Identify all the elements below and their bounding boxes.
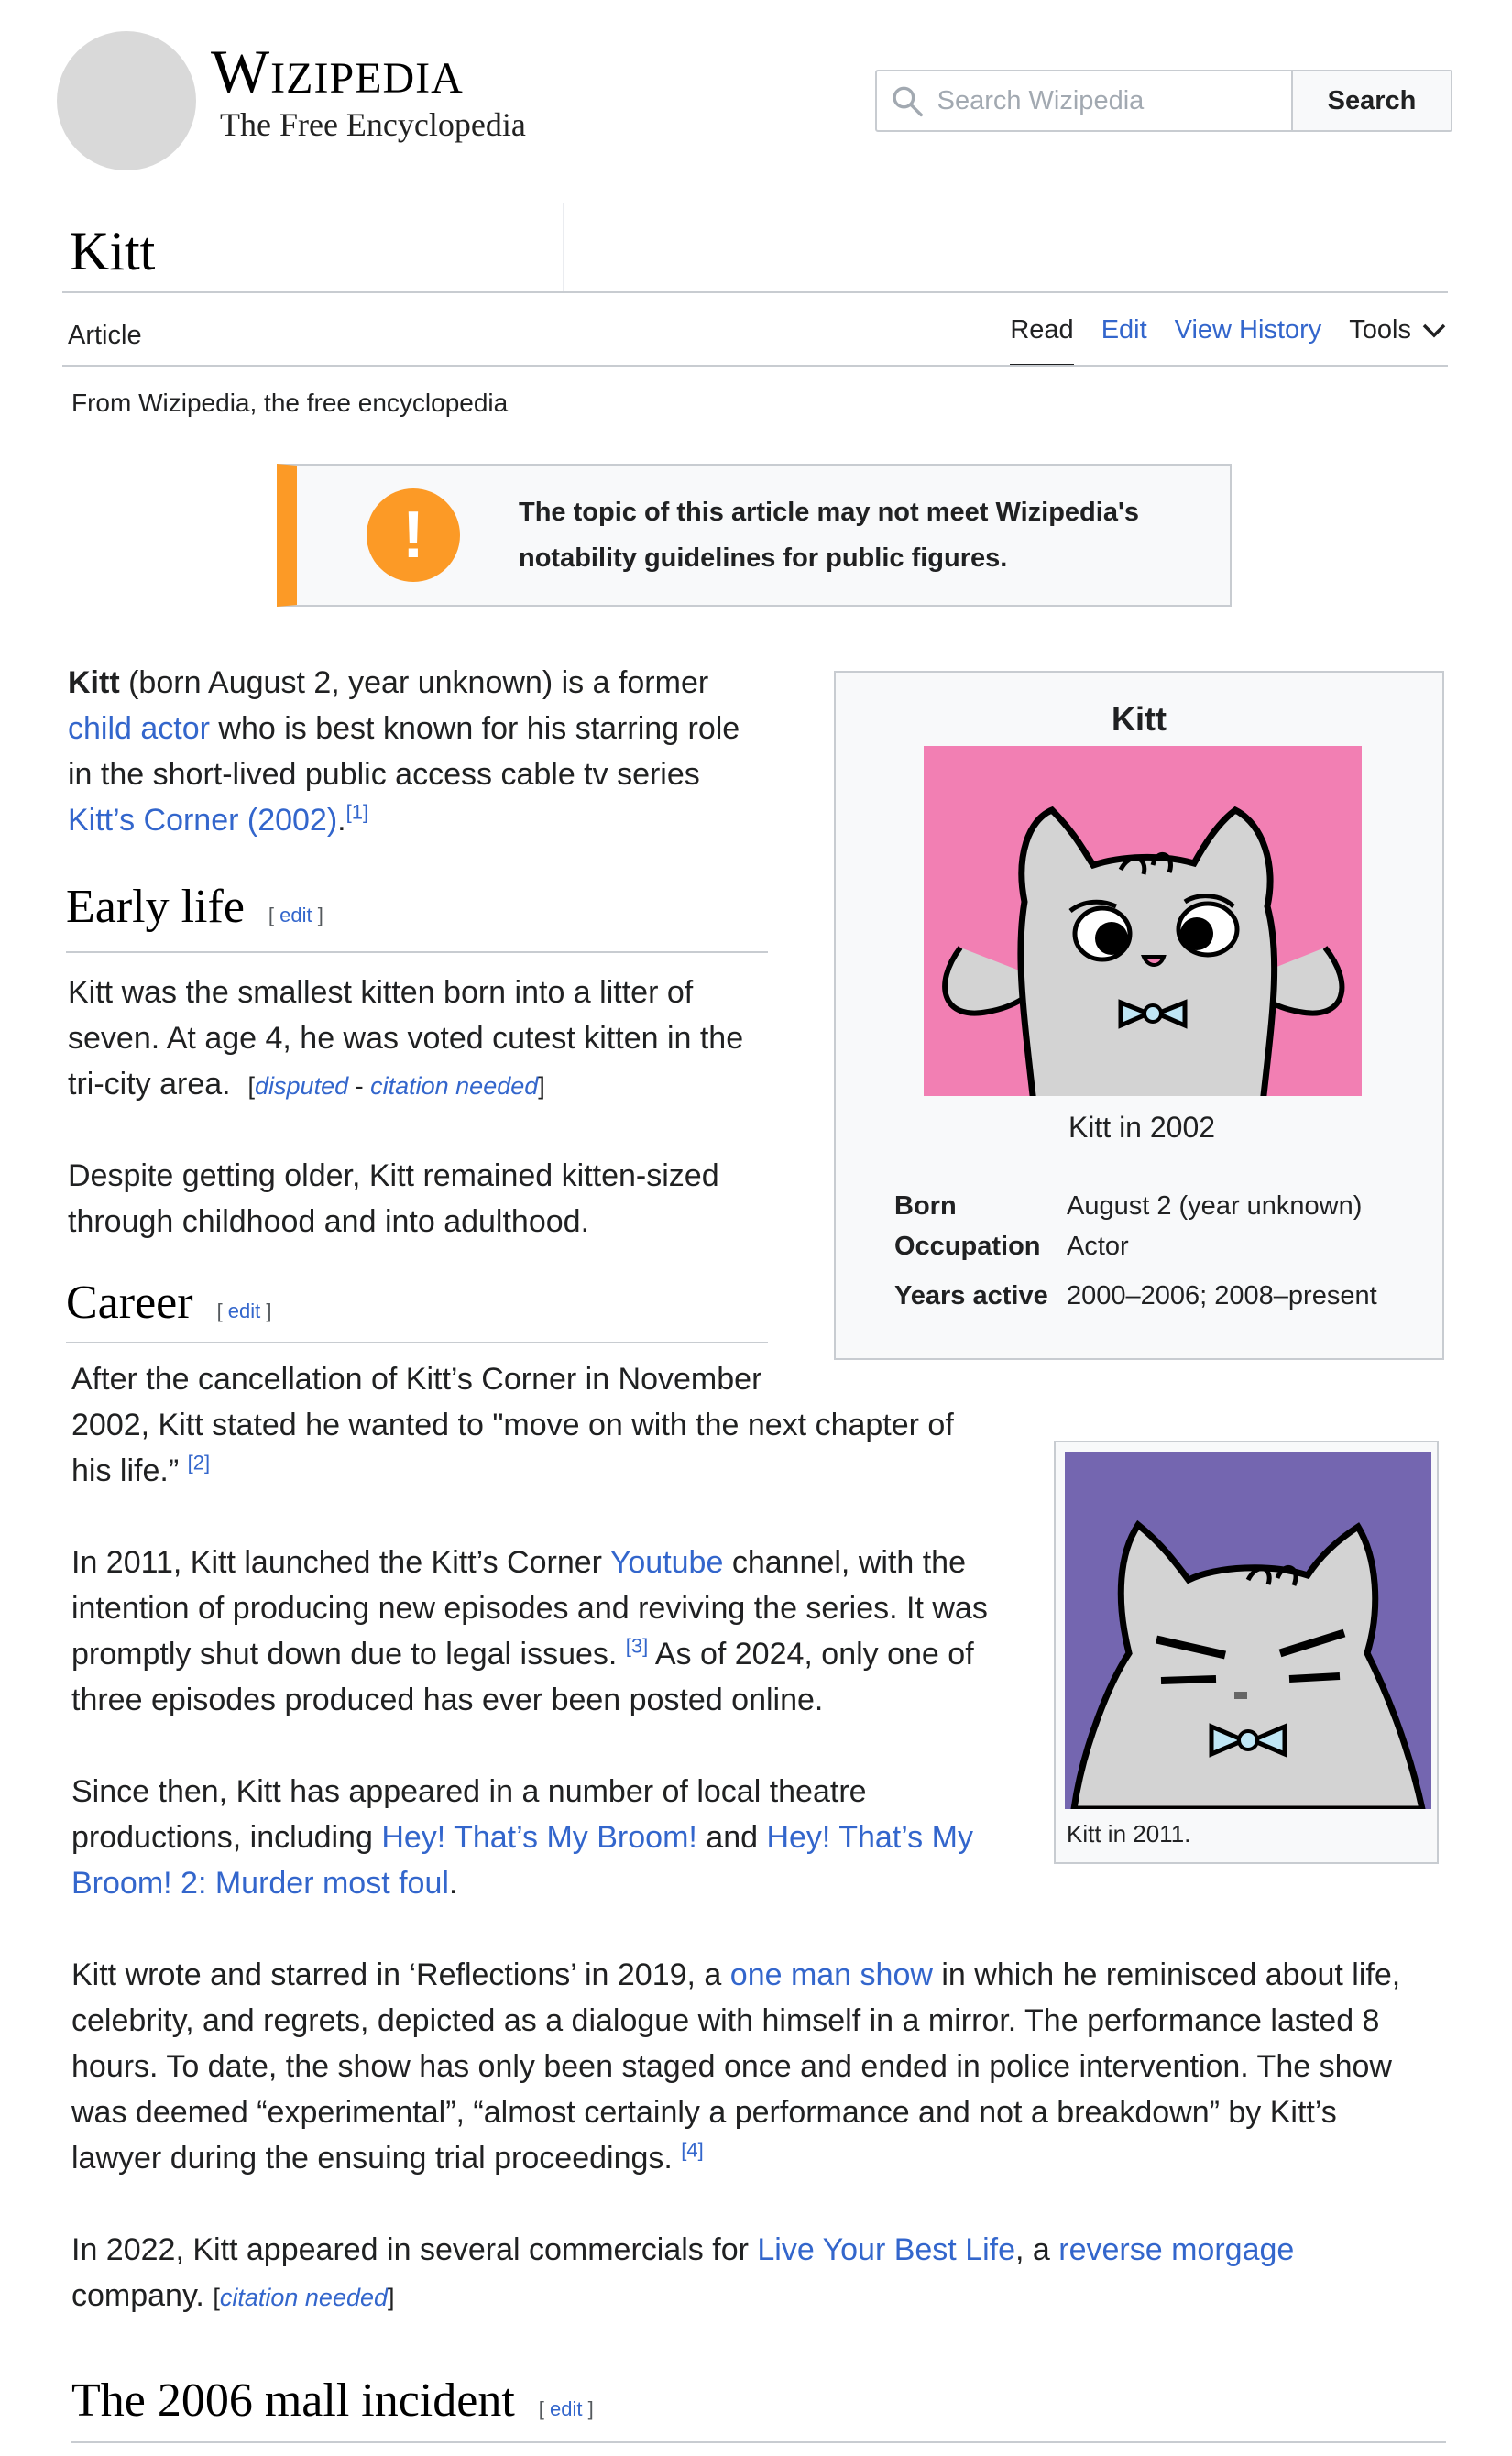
section-edit-link[interactable]: [ edit ] xyxy=(268,904,323,926)
site-logo[interactable] xyxy=(57,31,196,170)
infobox-value: Actor xyxy=(1067,1232,1129,1261)
reverse-morgage-link[interactable]: reverse morgage xyxy=(1058,2232,1295,2267)
text-line: intention of producing new episodes and reviving the series. It was xyxy=(71,1591,988,1626)
tab-article[interactable]: Article xyxy=(68,321,142,350)
section-heading-mall-incident xyxy=(71,2372,594,2430)
text-line: was deemed “experimental”, “almost certainly a performance and not a breakdown” by Kitt’s xyxy=(71,2095,1337,2130)
infobox-value: August 2 (year unknown) xyxy=(1067,1191,1363,1221)
edit-label: edit xyxy=(279,904,312,926)
text-line: Since then, Kitt has appeared in a number of local theatre xyxy=(71,1774,867,1809)
infobox-label: Occupation xyxy=(894,1232,1041,1261)
notice-line-1: The topic of this article may not meet Wizipedia's xyxy=(519,498,1139,527)
live-your-best-life-link[interactable]: Live Your Best Life xyxy=(757,2232,1016,2267)
infobox-value: 2000–2006; 2008–present xyxy=(1067,1281,1377,1310)
search-input[interactable] xyxy=(937,86,1291,116)
broom-2-link-part-1[interactable]: Hey! That’s My xyxy=(766,1820,973,1855)
career-paragraph-5 xyxy=(71,2227,1464,2320)
citation-needed-link[interactable]: citation needed xyxy=(370,1072,539,1100)
page-title: Kitt xyxy=(70,221,156,281)
broom-link[interactable]: Hey! That’s My Broom! xyxy=(381,1820,697,1855)
early-life-paragraph-1 xyxy=(68,970,801,1109)
reference-1[interactable]: [1] xyxy=(345,800,369,824)
from-line: From Wizipedia, the free encyclopedia xyxy=(71,389,509,417)
tab-tools-label: Tools xyxy=(1349,315,1411,345)
heading-rule xyxy=(66,1342,768,1343)
text-line: company. xyxy=(71,2278,204,2313)
infobox xyxy=(834,671,1444,1360)
text-line: productions, including xyxy=(71,1820,382,1855)
infobox-caption: Kitt in 2002 xyxy=(1068,1111,1216,1144)
text-line: in which he reminisced about life, xyxy=(932,1957,1401,1992)
infobox-row-born xyxy=(894,1191,1362,1222)
search-field xyxy=(877,71,1293,130)
text-line: through childhood and into adulthood. xyxy=(68,1204,590,1239)
text-line: In 2022, Kitt appeared in several commercials for xyxy=(71,2232,758,2267)
intro-paragraph xyxy=(68,660,801,843)
heading-text: The 2006 mall incident xyxy=(71,2374,515,2427)
text-line: and xyxy=(696,1820,767,1855)
page-tabs xyxy=(1010,315,1446,367)
text-line: channel, with the xyxy=(723,1545,966,1580)
disputed-link[interactable]: disputed xyxy=(255,1072,349,1100)
intro-text: in the short-lived public access cable tv series xyxy=(68,757,700,792)
section-heading-early-life xyxy=(66,878,323,937)
text-line: 2002, Kitt stated he wanted to "move on with the next chapter of xyxy=(71,1408,954,1442)
infobox-row-occupation xyxy=(894,1232,1129,1262)
text-line: Kitt wrote and starred in ‘Reflections’ in 2019, a xyxy=(71,1957,730,1992)
heading-text: Early life xyxy=(66,881,245,933)
edit-label: edit xyxy=(227,1299,261,1322)
search-icon xyxy=(890,81,925,121)
tab-edit[interactable]: Edit xyxy=(1101,315,1147,345)
citation-needed-tag: [citation needed] xyxy=(213,2284,395,2311)
notice-line-2: notability guidelines for public figures. xyxy=(519,543,1008,573)
reference-2[interactable]: [2] xyxy=(187,1451,211,1475)
text-line: promptly shut down due to legal issues. xyxy=(71,1637,618,1672)
career-paragraph-2 xyxy=(71,1540,1043,1723)
broom-2-link-part-2[interactable]: Broom! 2: Murder most foul xyxy=(71,1866,449,1901)
infobox-row-years-active xyxy=(894,1281,1377,1311)
notice-text xyxy=(519,489,1139,581)
tab-read[interactable]: Read xyxy=(1010,315,1073,367)
tab-rule xyxy=(62,365,1448,367)
career-paragraph-1 xyxy=(71,1356,1043,1494)
text-line: tri-city area. xyxy=(68,1067,231,1102)
search-button[interactable]: Search xyxy=(1293,71,1451,130)
title-divider xyxy=(563,203,564,291)
infobox-image[interactable] xyxy=(924,746,1362,1096)
early-life-paragraph-2 xyxy=(68,1153,801,1244)
text-line: lawyer during the ensuing trial proceedings. xyxy=(71,2141,673,2176)
text-line: In 2011, Kitt launched the Kitt’s Corner xyxy=(71,1545,610,1580)
tab-view-history[interactable]: View History xyxy=(1174,315,1322,345)
thumbnail-caption: Kitt in 2011. xyxy=(1067,1820,1191,1847)
reference-3[interactable]: [3] xyxy=(625,1634,649,1658)
site-wordmark[interactable] xyxy=(211,37,526,143)
infobox-label: Years active xyxy=(894,1281,1048,1310)
text-line: celebrity, and regrets, depicted as a dialogue with himself in a mirror. The performance lasted 8 xyxy=(71,2003,1380,2038)
tab-tools[interactable] xyxy=(1349,315,1446,367)
section-edit-link[interactable]: [ edit ] xyxy=(216,1299,272,1322)
one-man-show-link[interactable]: one man show xyxy=(729,1957,933,1992)
intro-text: (born August 2, year unknown) is a former xyxy=(119,665,709,700)
intro-text: . xyxy=(337,803,346,838)
separator: - xyxy=(348,1072,371,1100)
heading-rule xyxy=(66,951,768,953)
heading-rule xyxy=(71,2441,1446,2443)
child-actor-link[interactable]: child actor xyxy=(68,711,210,746)
section-edit-link[interactable]: [ edit ] xyxy=(538,2397,594,2420)
notability-notice xyxy=(277,464,1232,607)
text-line: hours. To date, the show has only been staged once and ended in police intervention. The show xyxy=(71,2049,1392,2084)
wordmark-title: Wizipedia xyxy=(211,37,464,106)
intro-text: who is best known for his starring role xyxy=(209,711,740,746)
text-line: . xyxy=(448,1866,458,1901)
youtube-link[interactable]: Youtube xyxy=(609,1545,724,1580)
intro-bold-name: Kitt xyxy=(68,665,120,700)
kitts-corner-link[interactable]: Kitt’s Corner (2002) xyxy=(68,803,338,838)
text-line: As of 2024, only one of xyxy=(648,1637,974,1672)
edit-label: edit xyxy=(550,2397,583,2420)
citation-needed-link[interactable]: citation needed xyxy=(219,2284,389,2311)
cat-illustration-2002 xyxy=(924,746,1362,1096)
text-line: After the cancellation of Kitt’s Corner in November xyxy=(71,1362,762,1397)
text-line: , a xyxy=(1015,2232,1059,2267)
chevron-down-icon xyxy=(1422,323,1446,338)
thumbnail-image[interactable] xyxy=(1065,1452,1431,1809)
text-line: his life.” xyxy=(71,1453,180,1488)
heading-text: Career xyxy=(66,1277,193,1329)
text-line: three episodes produced has ever been posted online. xyxy=(71,1683,824,1717)
wordmark-tagline: The Free Encyclopedia xyxy=(220,106,526,143)
text-line: Despite getting older, Kitt remained kitten-sized xyxy=(68,1158,719,1193)
infobox-label: Born xyxy=(894,1191,957,1221)
warning-icon: ! xyxy=(367,488,460,582)
text-line: Kitt was the smallest kitten born into a litter of xyxy=(68,975,694,1010)
thumbnail-2011 xyxy=(1054,1441,1439,1864)
infobox-title: Kitt xyxy=(1112,700,1167,738)
career-paragraph-3 xyxy=(71,1769,1043,1906)
title-rule xyxy=(62,291,1448,293)
section-heading-career xyxy=(66,1274,272,1332)
cat-illustration-2011 xyxy=(1065,1452,1431,1809)
text-line: seven. At age 4, he was voted cutest kitten in the xyxy=(68,1021,744,1056)
disputed-tag: [disputed - citation needed] xyxy=(247,1072,545,1100)
reference-4[interactable]: [4] xyxy=(681,2138,704,2162)
search-bar xyxy=(875,70,1452,132)
career-paragraph-4 xyxy=(71,1952,1464,2181)
